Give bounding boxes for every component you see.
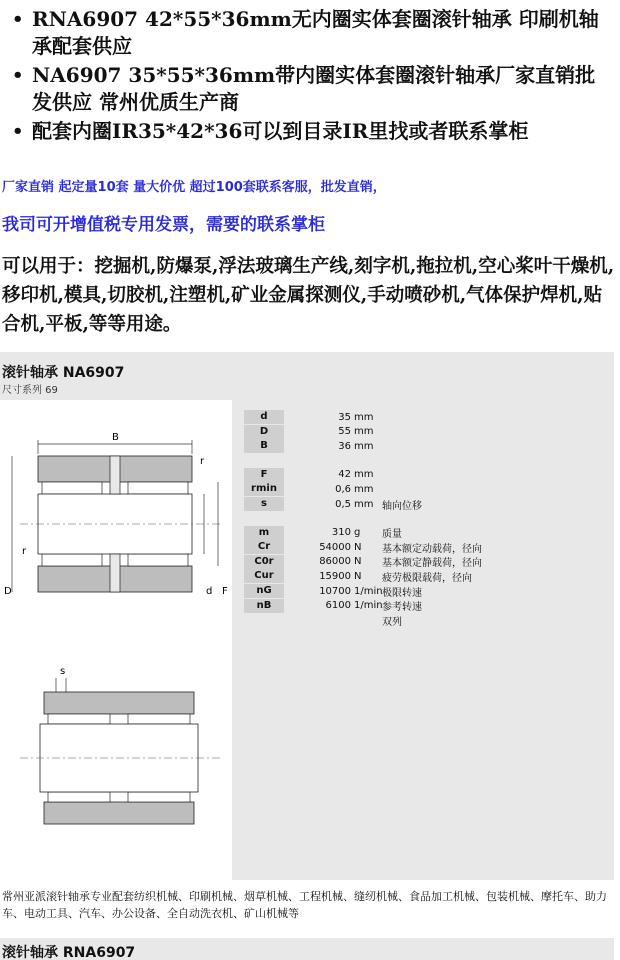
spec-unit: 1/min	[354, 585, 383, 597]
spec-row	[244, 482, 382, 496]
spec-description: 基本额定动载荷，径向	[382, 543, 482, 555]
spec-unit: mm	[354, 498, 374, 510]
dim-label-d: d	[206, 586, 213, 597]
spec-description: 极限转速	[382, 587, 422, 599]
spec-description: 基本额定静载荷，径向	[382, 558, 482, 570]
card-subtitle: 尺寸系列 69	[2, 385, 58, 396]
spec-symbol: nB	[244, 599, 284, 613]
spec-row	[244, 497, 422, 511]
footer-applications: 常州亚派滚针轴承专业配套纺织机械、印刷机械、烟草机械、工程机械、缝纫机械、食品加工机械、包装机械、摩托车、助力车、电动工具、汽车、办公设备、全自动洗衣机、矿山机械等	[2, 890, 607, 920]
spec-unit: N	[354, 556, 362, 568]
spec-value: 55	[338, 426, 351, 438]
spec-unit: mm	[354, 440, 374, 452]
bearing-axial-drawing	[0, 652, 232, 852]
spec-symbol: Cur	[244, 569, 284, 583]
bullet-item	[12, 6, 612, 60]
spec-unit: N	[354, 570, 362, 582]
spec-description: 参考转速	[382, 602, 422, 614]
spec-row	[244, 425, 382, 439]
spec-row	[244, 526, 402, 540]
spec-symbol: m	[244, 526, 284, 540]
dim-label-f: F	[222, 586, 228, 597]
spec-row	[244, 555, 482, 569]
spec-value: 310	[331, 527, 351, 539]
spec-row	[244, 540, 482, 554]
spec-table	[244, 410, 614, 640]
spec-value: 35	[338, 411, 351, 423]
spec-unit: g	[354, 527, 361, 539]
spec-symbol: d	[244, 410, 284, 424]
bullet-item	[12, 62, 612, 116]
spec-unit: mm	[354, 483, 374, 495]
spec-description: 疲劳极限载荷，径向	[382, 572, 472, 584]
bullet-dot-icon: •	[12, 121, 24, 142]
spec-value: 0,5	[335, 498, 351, 510]
spec-row	[244, 410, 382, 424]
bullet-dot-icon: •	[12, 65, 24, 86]
bullet-dot-icon: •	[12, 9, 24, 30]
spec-row	[244, 439, 382, 453]
spec-value: 10700	[319, 585, 351, 597]
spec-symbol: D	[244, 425, 284, 439]
usage-paragraph: 可以用于：挖掘机,防爆泵,浮法玻璃生产线,刻字机,拖拉机,空心桨叶干燥机,移印机,模具,切胶机,注塑机,矿业金属探测仪,手动喷砂机,气体保护焊机,贴合机,平板,等等用途。	[2, 256, 615, 335]
bullet-text: 配套内圈IR35*42*36可以到目录IR里找或者联系掌柜	[32, 119, 529, 143]
bearing-section-drawing	[0, 412, 232, 632]
spec-symbol: s	[244, 497, 284, 511]
dim-label-r: r	[200, 456, 205, 467]
spec-description: 质量	[382, 529, 402, 541]
spec-value: 54000	[319, 541, 351, 553]
invoice-note: 我司可开增值税专用发票，需要的联系掌柜	[2, 215, 325, 235]
card-header	[0, 352, 614, 400]
card-title: 滚针轴承 NA6907	[2, 365, 125, 381]
spec-unit: mm	[354, 411, 374, 423]
spec-unit: mm	[354, 469, 374, 481]
spec-description: 双列	[382, 616, 402, 628]
spec-symbol: C0r	[244, 555, 284, 569]
spec-value: 0,6	[335, 483, 351, 495]
dim-label-r2: r	[22, 546, 27, 557]
next-card-title: 滚针轴承 RNA6907	[2, 945, 136, 960]
spec-description: 轴向位移	[382, 500, 422, 512]
spec-symbol: Cr	[244, 540, 284, 554]
bullet-item	[12, 118, 612, 145]
spec-value: 36	[338, 440, 351, 452]
next-card-header	[0, 938, 614, 960]
bullet-text: NA6907 35*55*36mm带内圈实体套圈滚针轴承厂家直销批发供应 常州优质生产商	[32, 63, 596, 114]
spec-unit: 1/min	[354, 600, 383, 612]
spec-row	[244, 584, 422, 598]
spec-value: 86000	[319, 556, 351, 568]
spec-symbol: B	[244, 439, 284, 453]
spec-value: 15900	[319, 570, 351, 582]
bullet-list	[12, 6, 612, 147]
dim-label-bigd: D	[4, 586, 12, 597]
spec-value: 6100	[325, 600, 351, 612]
bullet-text: RNA6907 42*55*36mm无内圈实体套圈滚针轴承 印刷机轴承配套供应	[32, 7, 599, 58]
spec-unit: mm	[354, 426, 374, 438]
spec-row	[244, 569, 472, 583]
spec-symbol: nG	[244, 584, 284, 598]
promo-line: 厂家直销 起定量10套 量大价优 超过100套联系客服，批发直销，	[2, 180, 386, 195]
dim-label-b: B	[112, 432, 119, 443]
spec-row	[244, 613, 402, 627]
spec-unit: N	[354, 541, 362, 553]
spec-symbol	[244, 613, 284, 627]
spec-row	[244, 599, 422, 613]
dim-label-s: s	[60, 666, 66, 677]
spec-row	[244, 468, 382, 482]
spec-symbol: rmin	[244, 482, 284, 496]
spec-symbol: F	[244, 468, 284, 482]
spec-value: 42	[338, 469, 351, 481]
